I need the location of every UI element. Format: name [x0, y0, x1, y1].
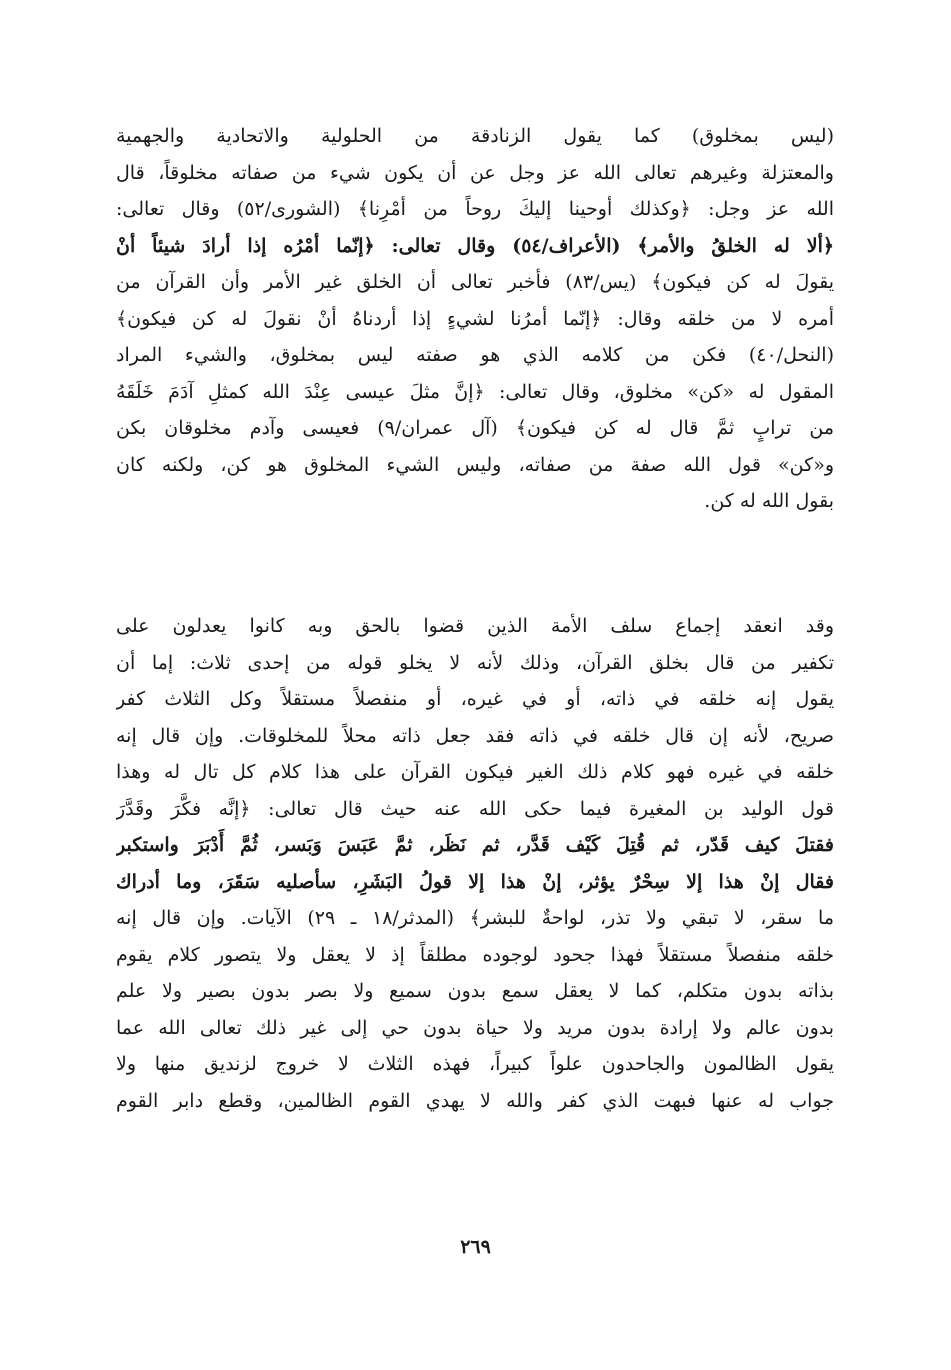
text-line: بذاته بدون متكلم، كما لا يعقل سمع بدون سميع ولا بصر بدون بصير ولا علم	[116, 980, 834, 1002]
text-line: بدون عالم ولا إرادة بدون مريد ولا حياة بدون حي إلى غير ذلك تعالى الله عما	[116, 1016, 834, 1039]
text-line: فقتلَ كيف قَدّر، ثم قُتِلَ كَيْف قَدَّر، ثم نَظَر، ثمَّ عَبَسَ وَبَسر، ثُمَّ أَدْبَرَ واستكبر	[116, 834, 834, 856]
text-line: صريح، لأنه إن قال خلقه في ذاته فقد جعل ذاته محلاً للمخلوقات. وإن قال إنه	[116, 724, 834, 747]
text-line: جواب له عنها فبهت الذي كفر والله لا يهدي القوم الظالمين، وقطع دابر القوم	[116, 1089, 834, 1112]
text-line: خلقه في غيره فهو كلام ذلك الغير فيكون القرآن على هذا كلام كل تال له وهذا	[116, 761, 834, 783]
paragraph-2	[116, 608, 834, 1119]
text-line: قول الوليد بن المغيرة فيما حكى الله عنه حيث قال تعالى: ﴿إنَّه فكَّرَ وقَدَّرَ	[116, 797, 834, 820]
text-line: الله عز وجل: ﴿وكذلك أوحينا إليكَ روحاً من أمْرِنا﴾ (الشورى/٥٢) وقال تعالى:	[116, 198, 834, 220]
paragraph-1	[116, 118, 834, 520]
text-line: من ترابٍ ثمَّ قال له كن فيكون﴾ (آل عمران/٩) فعيسى وآدم مخلوقان بكن	[116, 417, 834, 439]
text-line: المقول له «كن» مخلوق، وقال تعالى: ﴿إنَّ مثلَ عيسى عِنْدَ الله كمثلِ آدَمَ خَلَقَهُ	[116, 380, 834, 403]
text-line: (النحل/٤٠) فكن من كلامه الذي هو صفته ليس بمخلوق، والشيء المراد	[116, 344, 834, 366]
text-line: ﴿ألا له الخلقُ والأمر﴾ (الأعراف/٥٤) وقال تعالى: ﴿إنّما أمْرُه إذا أرادَ شيئاً أنْ	[116, 234, 834, 257]
text-line: وقد انعقد إجماع سلف الأمة الذين قضوا بالحق وبه كانوا يعدلون على	[116, 615, 834, 637]
text-line: والمعتزلة وغيرهم تعالى الله عز وجل عن أن يكون شيء من صفاته مخلوقاً، قال	[116, 161, 834, 184]
text-line: بقول الله له كن.	[704, 490, 834, 512]
text-line: تكفير من قال بخلق القرآن، وذلك لأنه لا يخلو قوله من إحدى ثلاث: إما أن	[116, 651, 834, 674]
text-line: أمره لا من خلقه وقال: ﴿إنّما أمرُنا لشيءٍ إذا أردناهُ أنْ نقولَ له كن فيكون﴾	[116, 307, 834, 330]
text-line: يقولَ له كن فيكون﴾ (يس/٨٣) فأخبر تعالى أن الخلق غير الأمر وأن القرآن من	[116, 271, 834, 293]
page-number: ٢٦٩	[460, 1236, 491, 1258]
text-line: يقول الظالمون والجاحدون علواً كبيراً، فهذه الثلاث لا خروج لزنديق منها ولا	[116, 1053, 834, 1075]
text-line: ما سقر، لا تبقي ولا تذر، لواحةٌ للبشر﴾ (المدثر/١٨ ـ ٢٩) الآيات. وإن قال إنه	[116, 907, 834, 929]
text-line: (ليس بمخلوق) كما يقول الزنادقة من الحلولية والاتحادية والجهمية	[116, 125, 834, 147]
text-line: يقول إنه خلقه في ذاته، أو في غيره، أو منفصلاً مستقلاً وكل الثلاث كفر	[116, 688, 834, 710]
text-line: فقال إنْ هذا إلا سِحْرٌ يؤثر، إنْ هذا إلا قولُ البَشَرِ، سأصليه سَقَرَ، وما أدراك	[116, 870, 834, 893]
text-line: خلقه منفصلاً مستقلاً فهذا جحود لوجوده مطلقاً إذ لا يعقل ولا يتصور كلام يقوم	[116, 943, 834, 966]
text-line: و«كن» قول الله صفة من صفاته، وليس الشيء المخلوق هو كن، ولكنه كان	[116, 453, 834, 476]
